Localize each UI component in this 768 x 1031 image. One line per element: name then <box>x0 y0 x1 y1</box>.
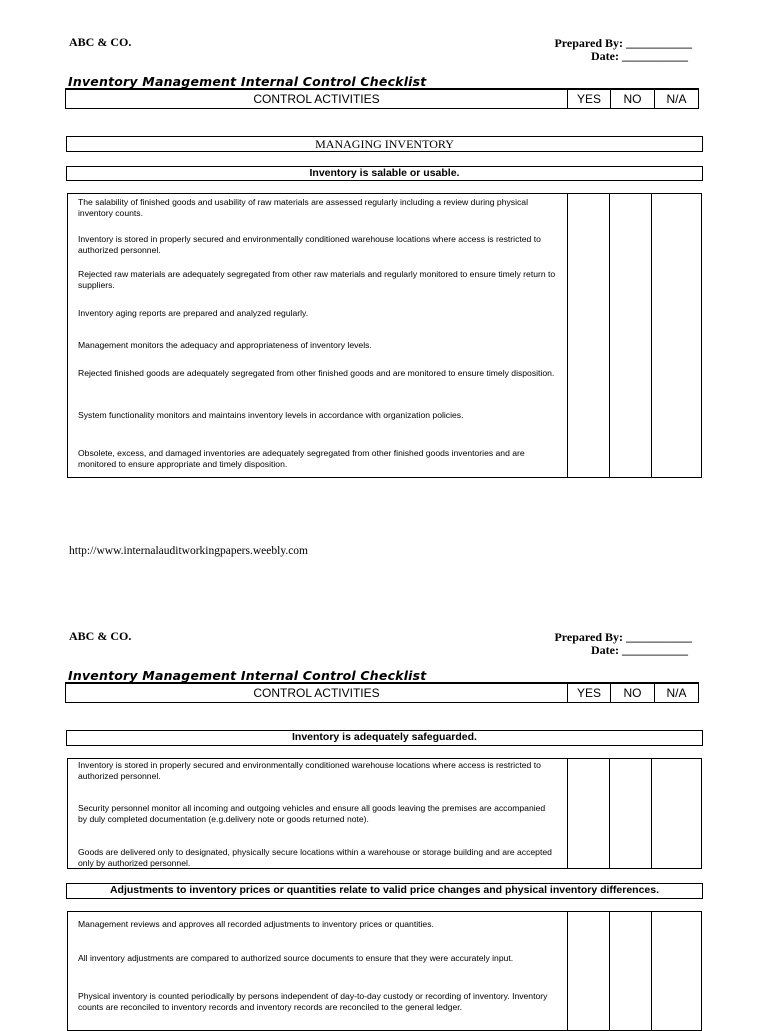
date-field: Date: ___________ <box>591 643 688 657</box>
checklist-title: Inventory Management Internal Control Checklist <box>68 668 427 683</box>
column-header-table <box>65 89 699 109</box>
column-header-table <box>65 683 699 703</box>
checklist-item: Rejected raw materials are adequately segregated from other raw materials and regularly monitored to ensure timely return to suppliers. <box>78 269 556 290</box>
checklist-item: Goods are delivered only to designated, physically secure locations within a warehouse or storage building and are accepted only by authorized personnel. <box>78 847 552 868</box>
col-control-activities: CONTROL ACTIVITIES <box>66 684 568 702</box>
no-column-divider <box>609 759 610 868</box>
section-salable-usable: Inventory is salable or usable. <box>66 166 703 181</box>
section-safeguarded: Inventory is adequately safeguarded. <box>66 730 703 746</box>
items-table-safeguarded <box>67 758 702 869</box>
checklist-item: Rejected finished goods are adequately segregated from other finished goods and are monitored to ensure timely disposition. <box>78 368 555 378</box>
col-yes: YES <box>568 684 611 702</box>
yes-column-divider <box>567 194 568 477</box>
no-column-divider <box>609 912 610 1030</box>
na-column-divider <box>651 194 652 477</box>
company-name: ABC & CO. <box>69 35 132 49</box>
col-na: N/A <box>666 686 687 700</box>
checklist-item: All inventory adjustments are compared to authorized source documents to ensure that they were accurately input. <box>78 953 514 963</box>
website-link[interactable]: http://www.internalauditworkingpapers.weebly.com <box>69 545 308 557</box>
na-column-divider <box>651 912 652 1030</box>
checklist-item: Inventory is stored in properly secured and environmentally conditioned warehouse locations where access is restricted to authorized personnel. <box>78 234 541 255</box>
checklist-item: Security personnel monitor all incoming and outgoing vehicles and ensure all goods leaving the premises are accompanied by duly completed documentation (e.g.delivery note or goods returned note). <box>78 803 546 824</box>
col-na: N/A <box>666 92 687 106</box>
yes-column-divider <box>567 759 568 868</box>
prepared-by: Prepared By: ___________ <box>554 36 692 50</box>
col-no: NO <box>611 90 655 108</box>
items-table-adjustments <box>67 911 702 1031</box>
section-adjustments: Adjustments to inventory prices or quantities relate to valid price changes and physical inventory differences. <box>66 883 703 899</box>
col-control-activities: CONTROL ACTIVITIES <box>66 90 568 108</box>
checklist-item: Inventory aging reports are prepared and analyzed regularly. <box>78 308 309 318</box>
checklist-item: Management monitors the adequacy and appropriateness of inventory levels. <box>78 340 372 350</box>
items-table-salable <box>67 193 702 478</box>
no-column-divider <box>609 194 610 477</box>
na-column-divider <box>651 759 652 868</box>
col-no: NO <box>611 684 655 702</box>
section-heading-managing-inventory: MANAGING INVENTORY <box>66 136 703 152</box>
date-field: Date: ___________ <box>591 49 688 63</box>
checklist-item: Physical inventory is counted periodically by persons independent of day-to-day custody or recording of inventory. Inventory counts are reconciled to inventory records and inventory records are reconciled to the general ledger. <box>78 991 548 1012</box>
prepared-by: Prepared By: ___________ <box>554 630 692 644</box>
col-yes: YES <box>568 90 611 108</box>
checklist-item: Management reviews and approves all recorded adjustments to inventory prices or quantities. <box>78 919 434 929</box>
yes-column-divider <box>567 912 568 1030</box>
checklist-item: Inventory is stored in properly secured and environmentally conditioned warehouse locations where access is restricted to authorized personnel. <box>78 760 541 781</box>
checklist-item: Obsolete, excess, and damaged inventories are adequately segregated from other finished goods inventories and are monitored to ensure appropriate and timely disposition. <box>78 448 525 469</box>
checklist-title: Inventory Management Internal Control Checklist <box>68 74 427 89</box>
checklist-item: The salability of finished goods and usability of raw materials are assessed regularly including a review during physical inventory counts. <box>78 197 528 218</box>
checklist-item: System functionality monitors and maintains inventory levels in accordance with organization policies. <box>78 410 464 420</box>
company-name: ABC & CO. <box>69 629 132 643</box>
